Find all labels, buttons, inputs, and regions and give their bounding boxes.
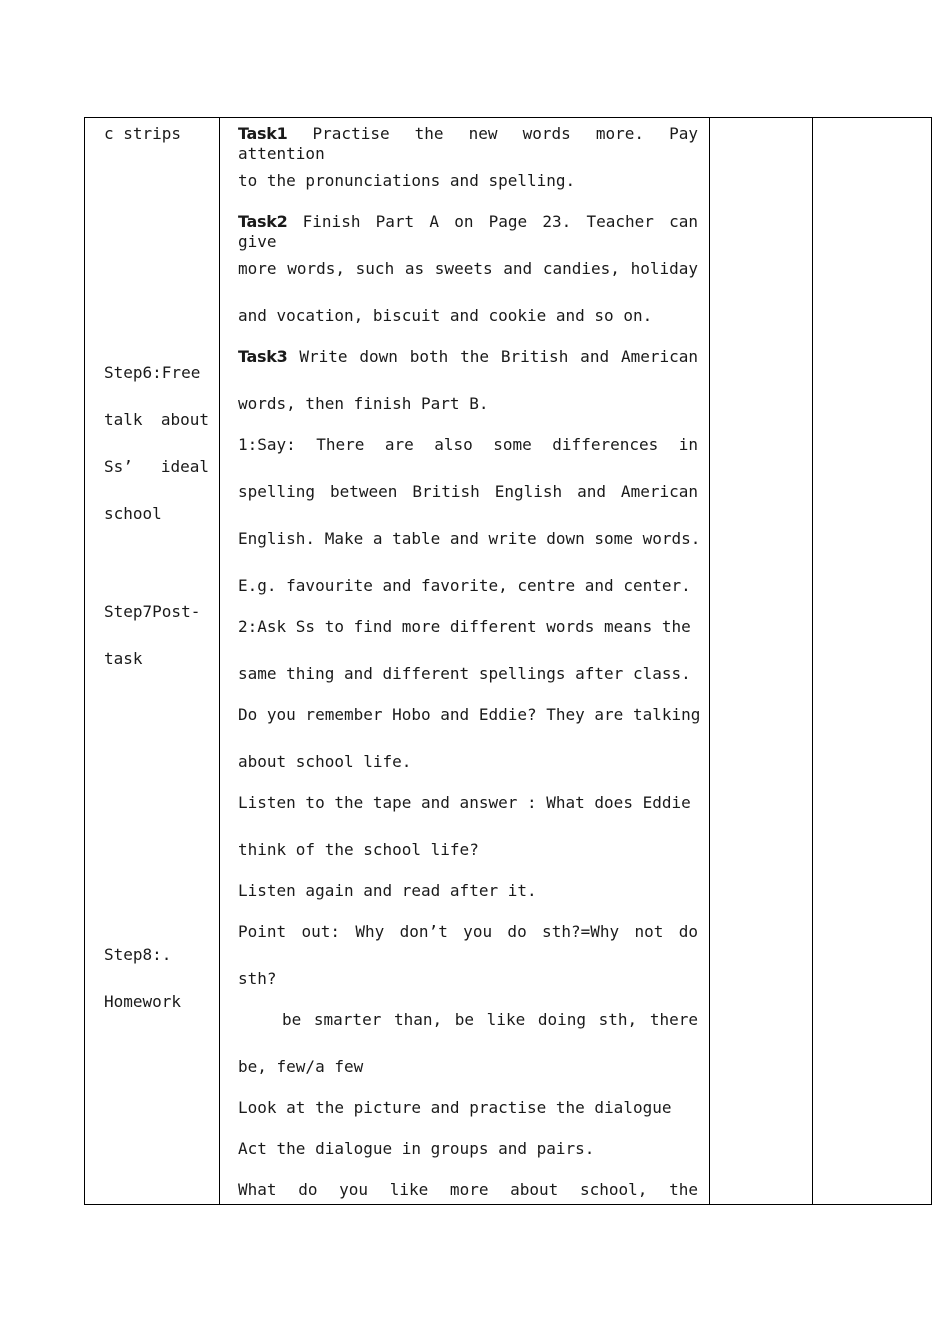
- activity-line: be smarter than, be like doing sth, there: [282, 1010, 698, 1029]
- empty-column-cell: [813, 118, 932, 1205]
- activity-line: think of the school life?: [238, 840, 479, 859]
- task3-line: words, then finish Part B.: [238, 394, 489, 413]
- lesson-plan-table: [84, 117, 932, 1205]
- step-text: Homework: [104, 992, 182, 1011]
- activity-line: Do you remember Hobo and Eddie? They are talking: [238, 705, 701, 724]
- activity-line: E.g. favourite and favorite, centre and center.: [238, 576, 691, 595]
- table-row: [85, 118, 932, 1205]
- activity-line: 2:Ask Ss to find more different words means the: [238, 617, 691, 636]
- task2-line: and vocation, biscuit and cookie and so on.: [238, 306, 653, 325]
- steps-column-cell: [85, 118, 220, 1205]
- activity-line: Point out: Why don’t you do sth?=Why not do: [238, 922, 698, 941]
- activity-line: Listen again and read after it.: [238, 881, 537, 900]
- step-text: task: [104, 649, 143, 668]
- task3-label: Task3: [238, 347, 288, 366]
- task2-text: Finish Part A on Page 23. Teacher can give: [238, 212, 698, 251]
- activity-line: Look at the picture and practise the dialogue: [238, 1098, 672, 1117]
- activity-line: same thing and different spellings after class.: [238, 664, 691, 683]
- task2-line: [238, 212, 698, 251]
- step-text: talk about: [104, 410, 209, 429]
- task2-label: Task2: [238, 212, 288, 231]
- activity-line: Act the dialogue in groups and pairs.: [238, 1139, 595, 1158]
- task1-line: [238, 124, 698, 163]
- activity-line: be, few/a few: [238, 1057, 364, 1076]
- step-title: Step7Post-: [104, 602, 201, 621]
- activity-line: sth?: [238, 969, 277, 988]
- task1-line: to the pronunciations and spelling.: [238, 171, 576, 190]
- task1-text: Practise the new words more. Pay attention: [238, 124, 698, 163]
- activity-line: English. Make a table and write down some words.: [238, 529, 701, 548]
- step-text: school: [104, 504, 162, 523]
- step-title: Step8:.: [104, 945, 172, 964]
- activity-line: What do you like more about school, the: [238, 1180, 698, 1199]
- task3-text: Write down both the British and American: [299, 347, 699, 366]
- task3-line: [238, 347, 698, 367]
- activity-line: spelling between British English and American: [238, 482, 698, 501]
- empty-column-cell: [710, 118, 813, 1205]
- task1-label: Task1: [238, 124, 288, 143]
- activity-line: 1:Say: There are also some differences in: [238, 435, 698, 454]
- activities-column-cell: [220, 118, 710, 1205]
- activity-line: about school life.: [238, 752, 412, 771]
- step-text: Ss’ ideal: [104, 457, 209, 476]
- step-title: Step6:Free: [104, 363, 201, 382]
- step-text: c strips: [104, 124, 182, 143]
- activity-line: Listen to the tape and answer : What does Eddie: [238, 793, 691, 812]
- task2-line: more words, such as sweets and candies, holiday: [238, 259, 698, 278]
